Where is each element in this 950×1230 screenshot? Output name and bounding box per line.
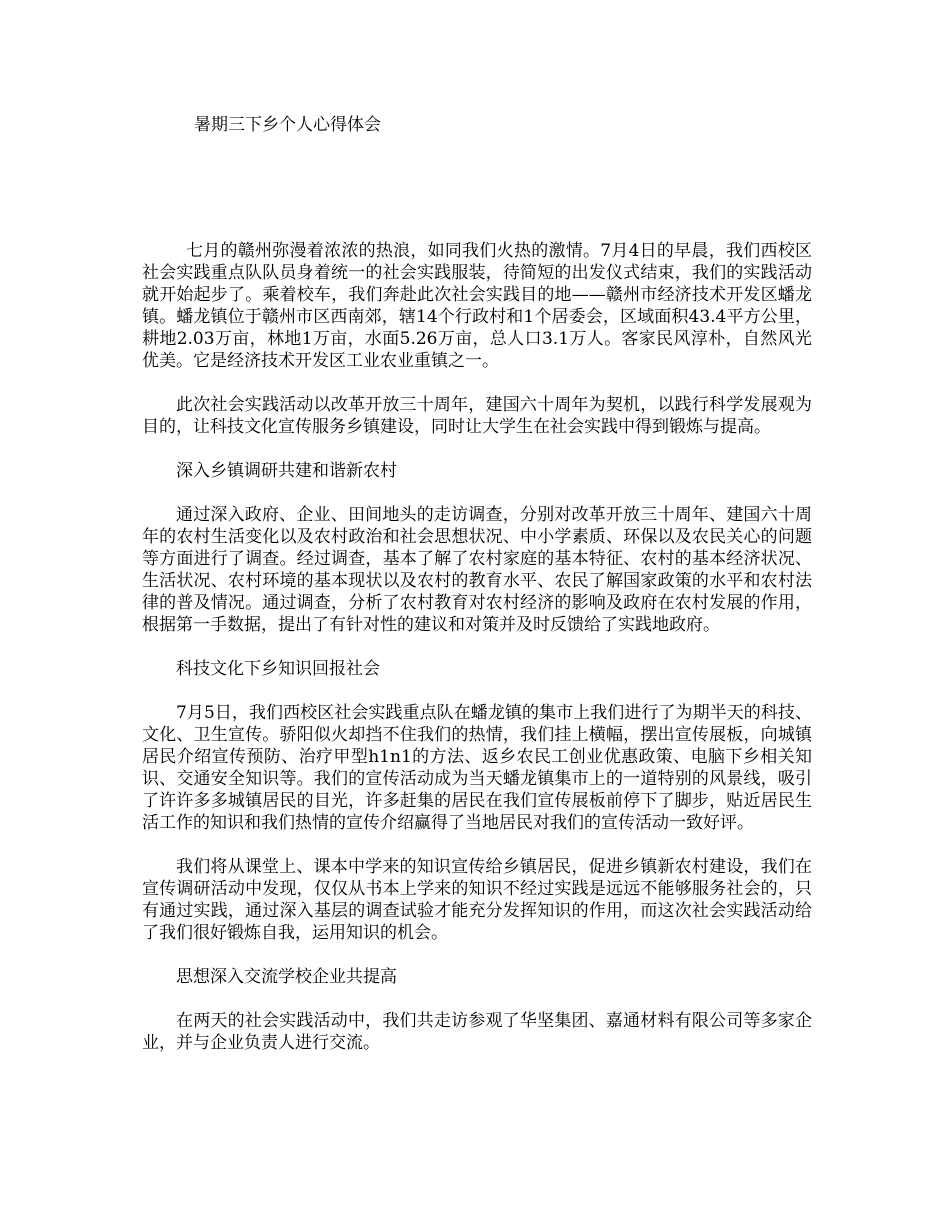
- section-heading-research: 深入乡镇调研共建和谐新农村: [176, 461, 397, 481]
- paragraph-outreach-1: 7月5日，我们西校区社会实践重点队在蟠龙镇的集市上我们进行了为期半天的科技、文化、卫生宣传。骄阳似火却挡不住我们的热情，我们挂上横幅，摆出宣传展板，向城镇居民介绍宣传预防、治疗甲型h1n1的方法、返乡农民工创业优惠政策、电脑下乡相关知识、交通安全知识等。我们的宣传活动成为当天蟠龙镇集市上的一道特别的风景线，吸引了许许多多城镇居民的目光，许多赶集的居民在我们宣传展板前停下了脚步，贴近居民生活工作的知识和我们热情的宣传介绍赢得了当地居民对我们的宣传活动一致好评。: [142, 703, 812, 833]
- section-heading-exchange: 思想深入交流学校企业共提高: [176, 967, 397, 987]
- paragraph-research: 通过深入政府、企业、田间地头的走访调查，分别对改革开放三十周年、建国六十周年的农村生活变化以及农村政治和社会思想状况、中小学素质、环保以及农民关心的问题等方面进行了调查。经过调查，基本了解了农村家庭的基本特征、农村的基本经济状况、生活状况、农村环境的基本现状以及农村的教育水平、农民了解国家政策的水平和农村法律的普及情况。通过调查，分析了农村教育对农村经济的影响及政府在农村发展的作用，根据第一手数据，提出了有针对性的建议和对策并及时反馈给了实践地政府。: [142, 505, 812, 635]
- paragraph-outreach-2: 我们将从课堂上、课本中学来的知识宣传给乡镇居民，促进乡镇新农村建设，我们在宣传调研活动中发现，仅仅从书本上学来的知识不经过实践是远远不能够服务社会的，只有通过实践，通过深入基层的调查试验才能充分发挥知识的作用，而这次社会实践活动给了我们很好锻炼自我，运用知识的机会。: [142, 857, 812, 943]
- paragraph-exchange: 在两天的社会实践活动中，我们共走访参观了华坚集团、嘉通材料有限公司等多家企业，并与企业负责人进行交流。: [142, 1011, 812, 1053]
- document-body: [142, 240, 812, 1076]
- paragraph-intro: 七月的赣州弥漫着浓浓的热浪，如同我们火热的激情。7月4日的早晨，我们西校区社会实践重点队队员身着统一的社会实践服装，待简短的出发仪式结束，我们的实践活动就开始起步了。乘着校车，我们奔赴此次社会实践目的地——赣州市经济技术开发区蟠龙镇。蟠龙镇位于赣州市区西南郊，辖14个行政村和1个居委会，区域面积43.4平方公里，耕地2.03万亩，林地1万亩，水面5.26万亩，总人口3.1万人。客家民风淳朴，自然风光优美。它是经济技术开发区工业农业重镇之一。: [142, 241, 812, 371]
- document-title: 暑期三下乡个人心得体会: [194, 115, 381, 135]
- paragraph-purpose: 此次社会实践活动以改革开放三十周年，建国六十周年为契机，以践行科学发展观为目的，让科技文化宣传服务乡镇建设，同时让大学生在社会实践中得到锻炼与提高。: [142, 395, 812, 437]
- section-heading-outreach: 科技文化下乡知识回报社会: [176, 659, 380, 679]
